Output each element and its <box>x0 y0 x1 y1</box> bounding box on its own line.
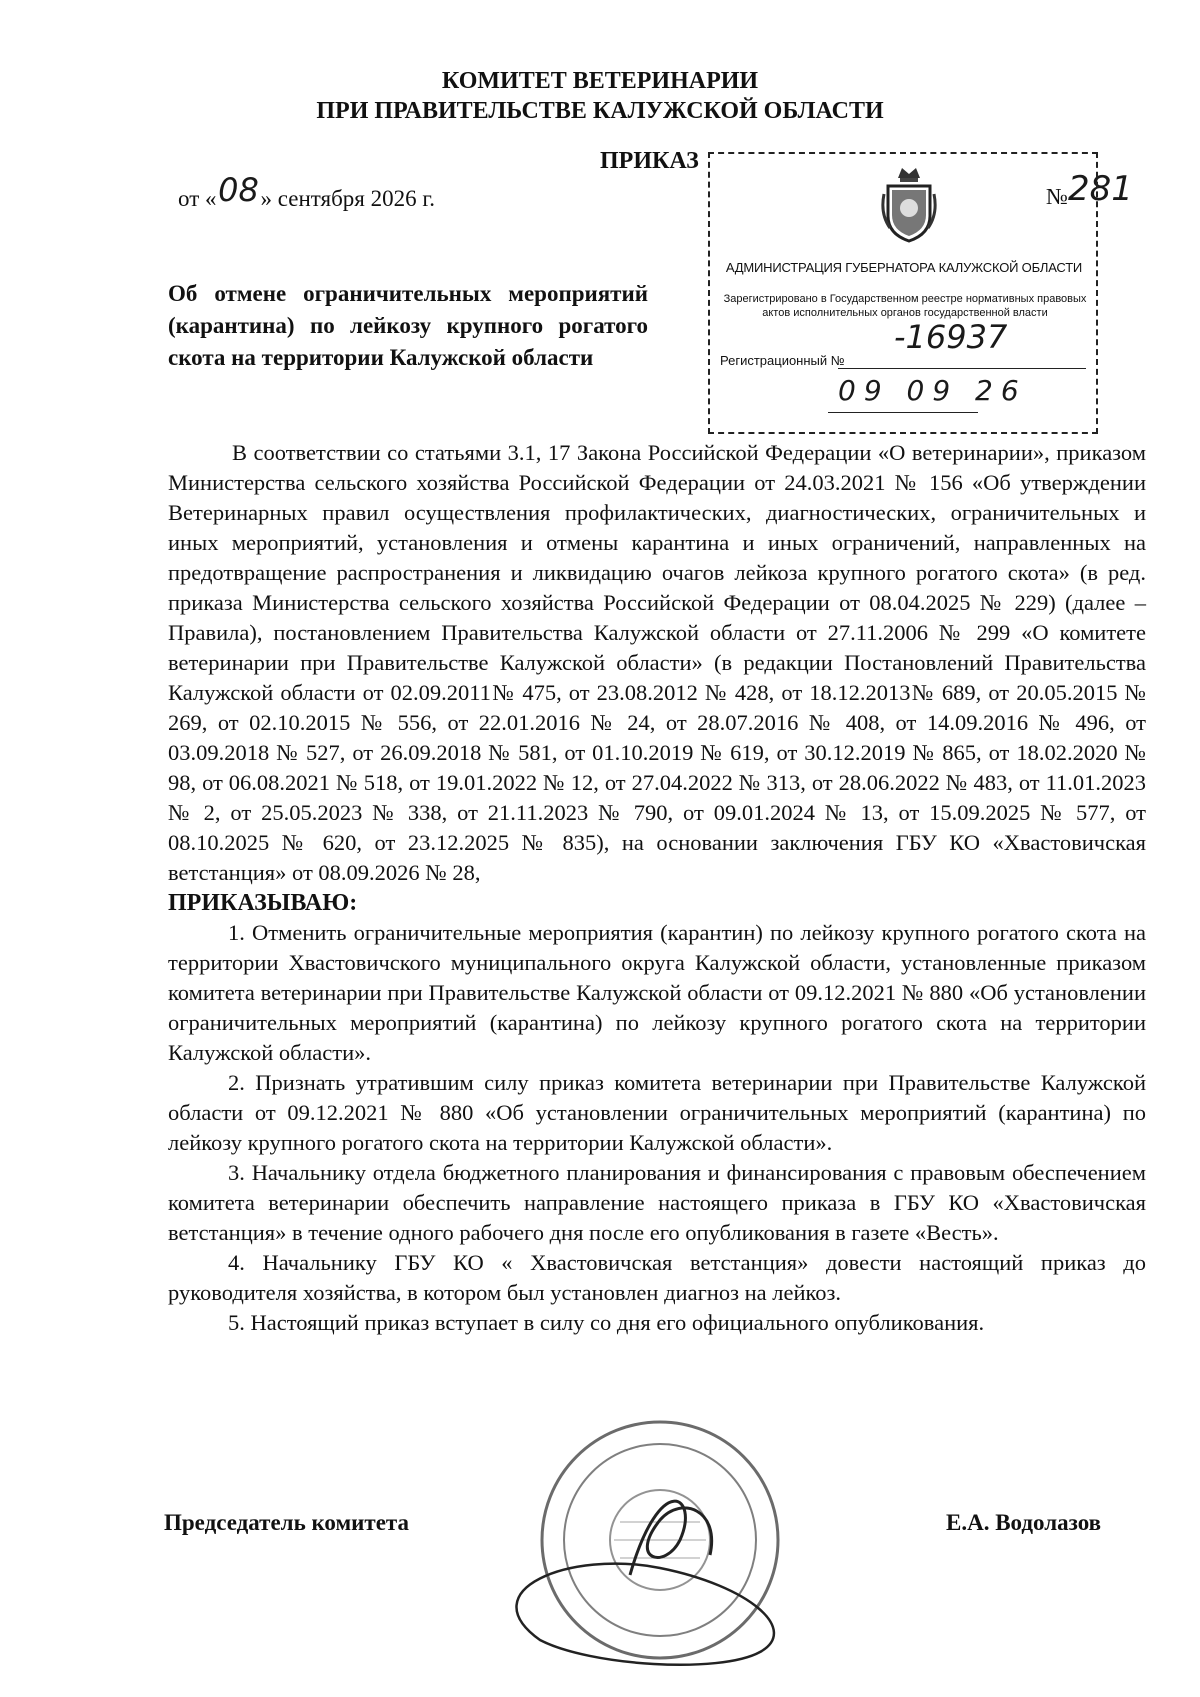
number-handwritten: 281 <box>1067 169 1133 209</box>
registration-note: Зарегистрировано в Государственном реестре нормативных правовых актов исполнительных органов государственной власти <box>723 293 1087 319</box>
order-item-4: 4. Начальнику ГБУ КО « Хвастовичская ветстанция» довести настоящий приказ до руководителя хозяйства, в котором был установлен диагноз на лейкоз. <box>168 1250 1146 1305</box>
registration-date-underline <box>828 412 978 413</box>
document-type: ПРИКАЗ <box>600 148 699 174</box>
coat-of-arms-icon <box>880 164 938 244</box>
signer-name: Е.А. Водолазов <box>946 1510 1102 1535</box>
date-prefix: от « <box>178 186 217 211</box>
preamble-paragraph: В соответствии со статьями 3.1, 17 Закона Российской Федерации «О ветеринарии», приказом Министерства сельского хозяйства Российской Федерации от 24.03.2021 № 156 «Об утверждении Ветеринарных правил осуществления профилактических, диагностических, ограничительных и иных мероприятий, установления и отмены карантина и иных ограничений, направленных на предотвращение распространения и ликвидацию очагов лейкоза крупного рогатого скота» (в ред. приказа Министерства сельского хозяйства Российской Федерации от 08.04.2025 № 229) (далее – Правила), постановлением Правительства Калужской области от 27.11.2006 № 299 «О комитете ветеринарии при Правительстве Калужской области» (в редакции Постановлений Правительства Калужской области от 02.09.2011№ 475, от 23.08.2012 № 428, от 18.12.2013№ 689, от 20.05.2015 № 269, от 02.10.2015 № 556, от 22.01.2016 № 24, от 28.07.2016 № 408, от 14.09.2016 № 496, от 03.09.2018 № 527, от 26.09.2018 № 581, от 01.10.2019 № 619, от 30.12.2019 № 865, от 18.02.2020 № 98, от 06.08.2021 № 518, от 19.01.2022 № 12, от 27.04.2022 № 313, от 28.06.2022 № 483, от 11.01.2023 № 2, от 25.05.2023 № 338, от 21.11.2023 № 790, от 09.01.2024 № 13, от 15.09.2025 № 577, от 08.10.2025 № 620, от 23.12.2025 № 835), на основании заключения ГБУ КО «Хвастовичская ветстанция» от 08.09.2026 № 28, <box>168 440 1146 885</box>
registration-date-handwritten: 09 09 26 <box>838 374 1027 407</box>
signer-title: Председатель комитета <box>164 1510 409 1535</box>
order-word: ПРИКАЗЫВАЮ: <box>168 890 358 916</box>
org-name-line2: ПРИ ПРАВИТЕЛЬСТВЕ КАЛУЖСКОЙ ОБЛАСТИ <box>316 98 884 124</box>
order-item-5: 5. Настоящий приказ вступает в силу со дня его официального опубликования. <box>228 1310 985 1335</box>
order-item-2: 2. Признать утратившим силу приказ комитета ветеринарии при Правительстве Калужской области от 09.12.2021 № 880 «Об установлении ограничительных мероприятий (карантина) по лейкозу крупного рогатого скота на территории Калужской области». <box>168 1070 1146 1155</box>
registration-label: Регистрационный № <box>720 353 845 368</box>
date-suffix: » сентября 2026 г. <box>260 186 435 211</box>
document-body <box>168 438 1146 1338</box>
order-item-1: 1. Отменить ограничительные мероприятия (карантин) по лейкозу крупного рогатого скота на территории Хвастовичского муниципального округа Калужской области, установленные приказом комитета ветеринарии при Правительстве Калужской области от 09.12.2021 № 880 «Об установлении ограничительных мероприятий (карантина) по лейкозу крупного рогатого скота на территории Калужской области». <box>168 920 1146 1065</box>
document-subject: Об отмене ограничительных мероприятий (карантина) по лейкозу крупного рогатого скота на территории Калужской области <box>168 281 648 370</box>
registration-stamp <box>708 152 1098 434</box>
registration-underline <box>838 368 1086 369</box>
registration-org: АДМИНИСТРАЦИЯ ГУБЕРНАТОРА КАЛУЖСКОЙ ОБЛАСТИ <box>725 260 1083 275</box>
order-item-3: 3. Начальнику отдела бюджетного планирования и финансирования с правовым обеспечением комитета ветеринарии обеспечить направление настоящего приказа в ГБУ КО «Хвастовичская ветстанция» в течение одного рабочего дня после его опубликования в газете «Весть». <box>168 1160 1146 1245</box>
org-name-line1: КОМИТЕТ ВЕТЕРИНАРИИ <box>441 68 759 94</box>
document-date <box>178 171 435 214</box>
date-day-handwritten: 08 <box>218 171 259 209</box>
registration-number-handwritten: -16937 <box>894 318 1008 356</box>
official-seal-icon <box>510 1390 810 1690</box>
number-sign: № <box>1046 184 1068 209</box>
